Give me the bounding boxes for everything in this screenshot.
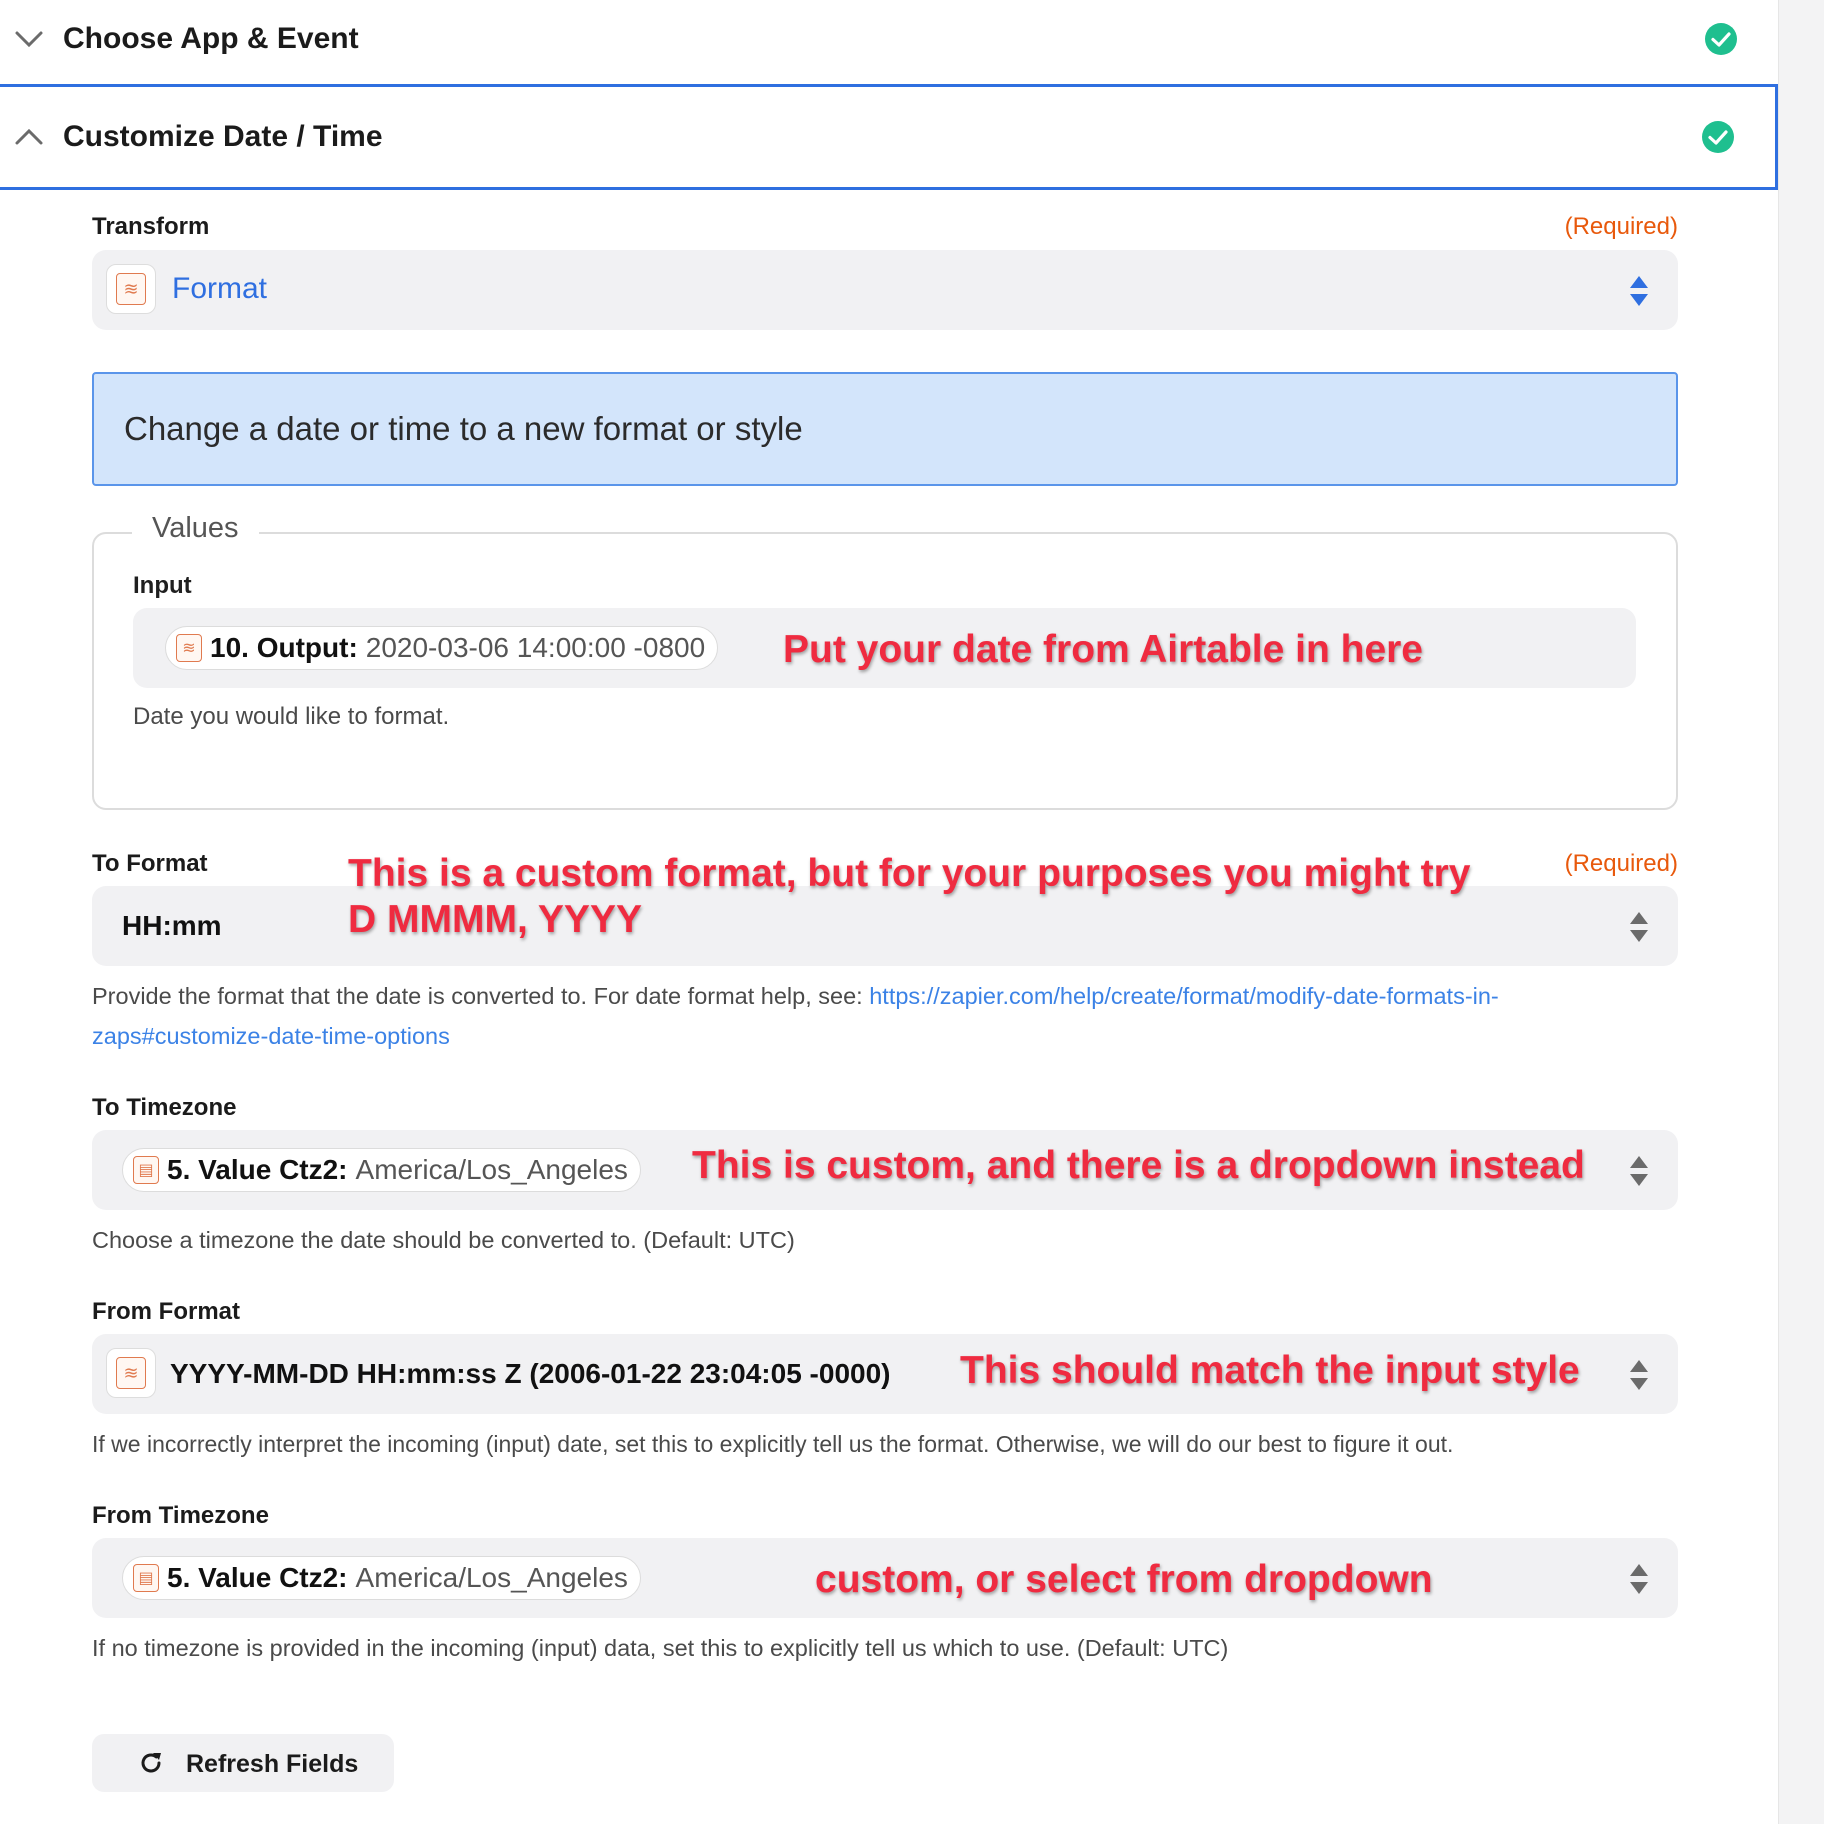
chevron-down-icon <box>14 24 44 54</box>
database-icon: ▤ <box>133 1156 159 1184</box>
check-circle-icon <box>1701 120 1735 154</box>
formatter-icon: ≋ <box>116 1357 146 1389</box>
to-timezone-token[interactable] <box>122 1148 641 1192</box>
transform-label: Transform <box>92 213 210 240</box>
token-key: 5. Value Ctz2: <box>167 1154 348 1185</box>
database-icon: ▤ <box>133 1564 159 1592</box>
step-header-customize-date[interactable] <box>0 84 1778 190</box>
sort-updown-icon <box>1628 1358 1650 1392</box>
to-format-help <box>92 976 1692 1056</box>
token-key: 10. Output: <box>210 632 358 663</box>
sort-updown-icon <box>1628 1154 1650 1188</box>
to-timezone-help: Choose a timezone the date should be converted to. (Default: UTC) <box>92 1227 795 1253</box>
required-badge: (Required) <box>1564 850 1678 877</box>
formatter-icon: ≋ <box>176 634 202 662</box>
required-badge: (Required) <box>1564 213 1678 240</box>
to-format-select[interactable] <box>92 886 1678 966</box>
help-link-line2: zaps#customize-date-time-options <box>92 1023 450 1049</box>
refresh-fields-button[interactable] <box>92 1734 394 1792</box>
to-format-label: To Format <box>92 850 208 877</box>
formatter-icon: ≋ <box>116 273 146 305</box>
input-token[interactable] <box>165 626 718 670</box>
formatter-app-icon <box>106 264 156 314</box>
from-format-help: If we incorrectly interpret the incoming (input) date, set this to explicitly tell us the format. Otherwise, we will do our best to figure it out. <box>92 1431 1454 1457</box>
refresh-fields-label: Refresh Fields <box>186 1750 359 1778</box>
transform-select[interactable] <box>92 250 1678 330</box>
info-banner-text: Change a date or time to a new format or style <box>124 410 803 447</box>
transform-value: Format <box>172 272 268 305</box>
to-timezone-label: To Timezone <box>92 1094 237 1121</box>
sort-updown-icon <box>1628 910 1650 944</box>
from-format-value: YYYY-MM-DD HH:mm:ss Z (2006-01-22 23:04:05 -0000) <box>170 1358 891 1389</box>
input-label: Input <box>133 572 192 599</box>
help-link-line1: https://zapier.com/help/create/format/modify-date-formats-in- <box>869 983 1499 1009</box>
from-timezone-label: From Timezone <box>92 1502 269 1529</box>
from-timezone-help: If no timezone is provided in the incoming (input) data, set this to explicitly tell us which to use. (Default: UTC) <box>92 1635 1229 1661</box>
annotation-to-format-2: D MMMM, YYYY <box>348 898 642 941</box>
step-title: Customize Date / Time <box>63 120 383 153</box>
refresh-icon <box>138 1750 164 1776</box>
annotation-from-timezone: custom, or select from dropdown <box>815 1558 1433 1601</box>
from-timezone-token[interactable] <box>122 1556 641 1600</box>
to-format-value: HH:mm <box>122 910 222 941</box>
values-legend: Values <box>132 512 259 545</box>
annotation-input: Put your date from Airtable in here <box>783 628 1423 671</box>
token-key: 5. Value Ctz2: <box>167 1562 348 1593</box>
annotation-to-timezone: This is custom, and there is a dropdown instead <box>692 1144 1585 1187</box>
from-format-label: From Format <box>92 1298 241 1325</box>
token-value: America/Los_Angeles <box>355 1154 628 1185</box>
annotation-from-format: This should match the input style <box>960 1349 1580 1392</box>
formatter-app-icon <box>106 1348 156 1398</box>
step-header-choose-app[interactable] <box>0 0 1778 78</box>
chevron-up-icon <box>14 122 44 152</box>
sort-updown-icon <box>1628 274 1650 308</box>
input-help: Date you would like to format. <box>133 703 450 730</box>
to-format-help-text: Provide the format that the date is converted to. For date format help, see: <box>92 983 863 1009</box>
token-value: 2020-03-06 14:00:00 -0800 <box>365 632 706 663</box>
annotation-to-format-1: This is a custom format, but for your purposes you might try <box>348 852 1471 895</box>
sort-updown-icon <box>1628 1562 1650 1596</box>
scrollbar-track[interactable] <box>1778 0 1824 1824</box>
check-circle-icon <box>1704 22 1738 56</box>
token-value: America/Los_Angeles <box>355 1562 628 1593</box>
step-title: Choose App & Event <box>63 22 359 55</box>
info-banner <box>92 372 1678 486</box>
